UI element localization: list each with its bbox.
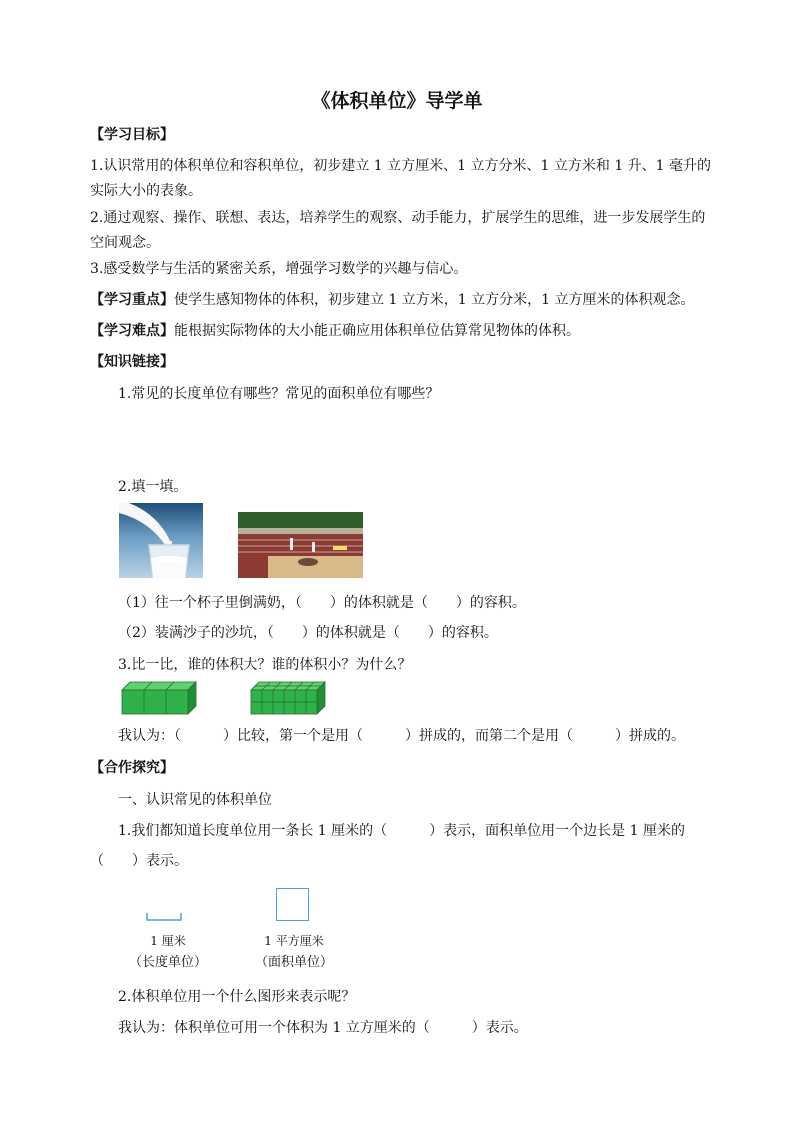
one-square-centimeter-square [276, 888, 309, 921]
link-question-2: 2.填一填。 [118, 479, 188, 495]
goal-2-line-2: 空间观念。 [90, 235, 160, 251]
goal-3: 3.感受数学与生活的紧密关系，增强学习数学的兴趣与信心。 [90, 261, 468, 277]
milk-pouring-image [119, 503, 203, 578]
difficulty-label: 【学习难点】 [90, 323, 174, 339]
caption-length-value: 1 厘米 [150, 934, 186, 948]
explore-paragraph-1-line-2: （ ）表示。 [90, 853, 188, 869]
explore-heading: 【合作探究】 [90, 760, 174, 776]
goal-1-line-1: 1.认识常用的体积单位和容积单位，初步建立 1 立方厘米、1 立方分米、1 立方米和 1 升、1 毫升的 [90, 158, 712, 174]
answer-3: 我认为：（ ）比较，第一个是用（ ）拼成的，而第二个是用（ ）拼成的。 [118, 728, 685, 744]
cube-figure-three-cubes [122, 680, 202, 714]
difficulty-text: 能根据实际物体的大小能正确应用体积单位估算常见物体的体积。 [174, 323, 580, 339]
goal-2-line-1: 2.通过观察、操作、联想、表达，培养学生的观察、动手能力，扩展学生的思维，进一步发展学生的 [90, 210, 706, 226]
goal-1-line-2: 实际大小的表象。 [90, 183, 202, 199]
explore-paragraph-2-answer: 我认为：体积单位可用一个体积为 1 立方厘米的（ ）表示。 [118, 1020, 528, 1036]
difficulty [90, 320, 580, 340]
fill-1: （1）往一个杯子里倒满奶，（ ）的体积就是（ ）的容积。 [118, 595, 526, 611]
goals-heading: 【学习目标】 [90, 127, 174, 143]
key-point-label: 【学习重点】 [90, 292, 174, 308]
caption-area-value: 1 平方厘米 [264, 934, 324, 948]
link-question-1: 1.常见的长度单位有哪些？常见的面积单位有哪些？ [118, 386, 440, 402]
sand-pit-image [238, 512, 363, 578]
cube-figure-small-cubes [251, 680, 331, 714]
key-point [90, 289, 695, 309]
explore-subheading-1: 一、认识常见的体积单位 [118, 792, 272, 808]
link-heading: 【知识链接】 [90, 354, 174, 370]
explore-paragraph-2: 2.体积单位用一个什么图形来表示呢？ [118, 989, 356, 1005]
fill-2: （2）装满沙子的沙坑，（ ）的体积就是（ ）的容积。 [118, 625, 498, 641]
link-question-3: 3.比一比，谁的体积大？谁的体积小？为什么？ [118, 657, 412, 673]
caption-length-unit: （长度单位） [128, 955, 207, 970]
caption-area-unit: （面积单位） [254, 955, 333, 970]
one-centimeter-segment [146, 912, 186, 922]
key-point-text: 使学生感知物体的体积，初步建立 1 立方米，1 立方分米，1 立方厘米的体积观念。 [174, 292, 695, 308]
explore-paragraph-1-line-1: 1.我们都知道长度单位用一条长 1 厘米的（ ）表示，面积单位用一个边长是 1 厘米的 [118, 823, 685, 839]
page-title: 《体积单位》导学单 [311, 90, 483, 112]
